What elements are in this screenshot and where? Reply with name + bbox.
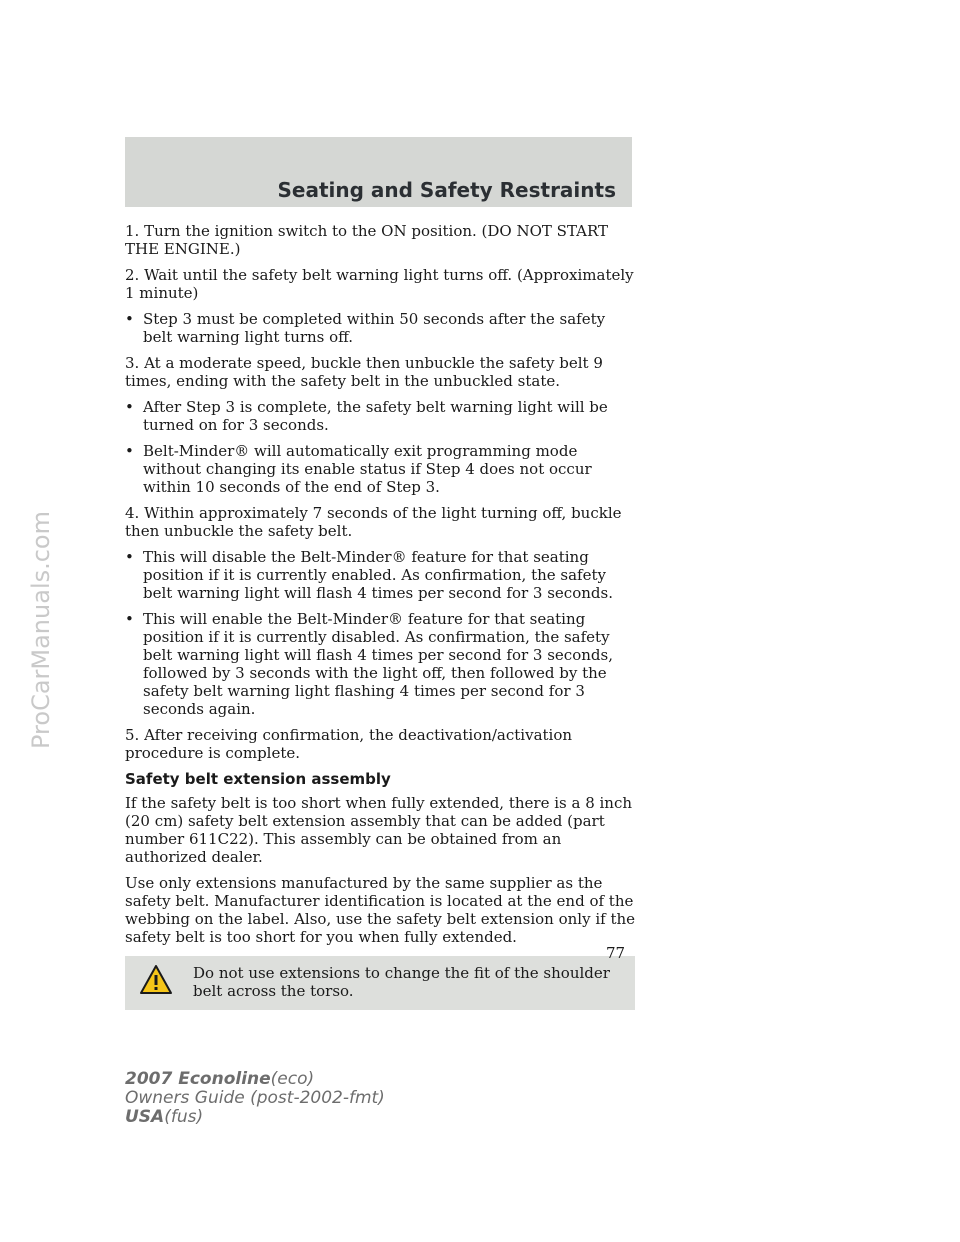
paragraph-extension-1: If the safety belt is too short when fully extended, there is a 8 inch (20 cm) safety belt extension assembly that can be added (part number 611C22). This assembly can be obtained from an authorized dealer. (125, 794, 633, 866)
page-number: 77 (606, 944, 626, 962)
footer-model: 2007 Econoline (125, 1069, 271, 1089)
warning-text: Do not use extensions to change the fit of the shoulder belt across the torso. (193, 964, 610, 1000)
bullet-text: Step 3 must be completed within 50 seconds after the safety belt warning light turns off. (143, 310, 606, 346)
bullet-text: After Step 3 is complete, the safety belt warning light will be turned on for 3 seconds. (143, 398, 608, 434)
bullet-item (125, 442, 635, 496)
subheading: Safety belt extension assembly (125, 770, 391, 788)
watermark (28, 500, 54, 760)
warning-triangle-icon (139, 964, 173, 996)
footer-line-2: Owners Guide (post-2002-fmt) (125, 1088, 385, 1108)
bullet-icon: • (125, 610, 134, 628)
step-1: 1. Turn the ignition switch to the ON position. (DO NOT START THE ENGINE.) (125, 222, 609, 258)
bullet-icon: • (125, 310, 134, 328)
bullet-text: This will disable the Belt-Minder® feature for that seating position if it is currently enabled. As confirmation, the safety belt warning light will flash 4 times per second for 3 seconds. (143, 548, 613, 602)
footer-market-code: (fus) (164, 1107, 204, 1127)
paragraph-extension-2: Use only extensions manufactured by the same supplier as the safety belt. Manufacturer identification is located at the end of the webbing on the label. Also, use the safety belt extension only if the safety belt is too short for you when fully extended. (125, 874, 636, 946)
footer (125, 1070, 385, 1127)
warning-box (125, 956, 635, 1010)
bullet-item (125, 610, 635, 718)
footer-line-1 (125, 1070, 385, 1089)
section-title: Seating and Safety Restraints (277, 178, 616, 202)
page-content (125, 222, 635, 1010)
footer-model-code: (eco) (270, 1069, 315, 1089)
bullet-text: Belt-Minder® will automatically exit programming mode without changing its enable status if Step 4 does not occur within 10 seconds of the end of Step 3. (143, 442, 592, 496)
bullet-item (125, 398, 635, 434)
step-3: 3. At a moderate speed, buckle then unbuckle the safety belt 9 times, ending with the safety belt in the unbuckled state. (125, 354, 603, 390)
step-5: 5. After receiving confirmation, the deactivation/activation procedure is complete. (125, 726, 573, 762)
bullet-icon: • (125, 398, 134, 416)
footer-market: USA (125, 1107, 165, 1127)
step-4: 4. Within approximately 7 seconds of the light turning off, buckle then unbuckle the safety belt. (125, 504, 622, 540)
footer-line-3 (125, 1108, 385, 1127)
watermark-text: ProCarManuals.com (27, 510, 55, 750)
bullet-icon: • (125, 442, 134, 460)
bullet-item (125, 548, 635, 602)
bullet-text: This will enable the Belt-Minder® feature for that seating position if it is currently disabled. As confirmation, the safety belt warning light will flash 4 times per second for 3 seconds, followed by 3 seconds with the light off, then followed by the safety belt warning light flashing 4 times per second for 3 seconds again. (143, 610, 613, 718)
step-2: 2. Wait until the safety belt warning light turns off. (Approximately 1 minute) (125, 266, 634, 302)
bullet-icon: • (125, 548, 134, 566)
bullet-item (125, 310, 635, 346)
